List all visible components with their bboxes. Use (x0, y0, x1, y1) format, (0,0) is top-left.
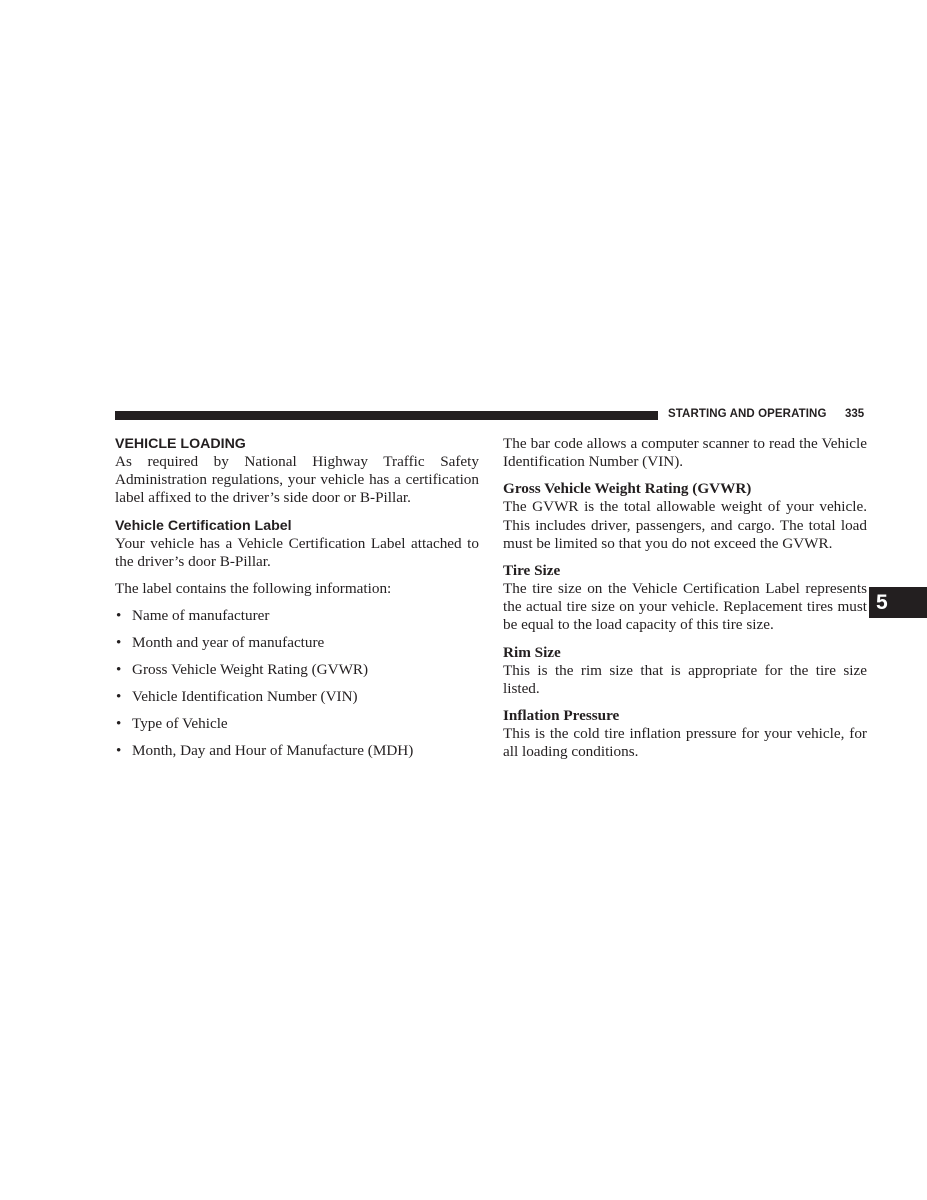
list-item (115, 634, 479, 652)
chapter-number: 5 (876, 590, 888, 614)
section-title: STARTING AND OPERATING (668, 408, 827, 420)
list-item-text: Gross Vehicle Weight Rating (GVWR) (132, 661, 369, 679)
barcode-text: The bar code allows a computer scanner to read the Vehicle Identification Number (VIN). (503, 435, 867, 471)
left-column (115, 435, 479, 760)
right-column (503, 435, 867, 761)
certification-label-heading: Vehicle Certification Label (115, 517, 292, 534)
bullet-icon: • (116, 661, 122, 679)
inflation-pressure-text: This is the cold tire inflation pressure for your vehicle, for all loading conditions. (503, 725, 867, 761)
gvwr-heading: Gross Vehicle Weight Rating (GVWR) (503, 480, 752, 498)
list-item (115, 607, 479, 625)
tire-size-text: The tire size on the Vehicle Certification Label represents the actual tire size on your vehicle. Replacement tires must be equal to the load capacity of this tire size. (503, 580, 867, 634)
list-item (115, 688, 479, 706)
bullet-icon: • (116, 715, 122, 733)
page-number: 335 (845, 408, 865, 420)
bullet-icon: • (116, 742, 122, 760)
list-item-text: Name of manufacturer (132, 607, 270, 625)
list-intro: The label contains the following information: (115, 580, 392, 598)
list-item-text: Vehicle Identification Number (VIN) (132, 688, 358, 706)
list-item (115, 661, 479, 679)
bullet-icon: • (116, 634, 122, 652)
list-item-text: Month, Day and Hour of Manufacture (MDH) (132, 742, 414, 760)
list-item-text: Type of Vehicle (132, 715, 228, 733)
chapter-tab (869, 587, 927, 618)
rim-size-text: This is the rim size that is appropriate for the tire size listed. (503, 661, 867, 697)
label-info-list (115, 607, 479, 760)
gvwr-text: The GVWR is the total allowable weight of your vehicle. This includes driver, passengers, and cargo. The total load must be limited so that you do not exceed the GVWR. (503, 498, 867, 552)
certification-label-text: Your vehicle has a Vehicle Certification Label attached to the driver’s door B-Pillar. (115, 534, 479, 570)
vehicle-loading-intro: As required by National Highway Traffic Safety Administration regulations, your vehicle has a certification label affixed to the driver’s side door or B-Pillar. (115, 453, 479, 507)
inflation-pressure-heading: Inflation Pressure (503, 707, 620, 725)
list-item-text: Month and year of manufacture (132, 634, 325, 652)
rim-size-heading: Rim Size (503, 643, 561, 661)
header-rule (115, 411, 658, 420)
bullet-icon: • (116, 688, 122, 706)
list-item (115, 742, 479, 760)
vehicle-loading-heading: VEHICLE LOADING (115, 436, 246, 452)
tire-size-heading: Tire Size (503, 562, 561, 580)
bullet-icon: • (116, 607, 122, 625)
list-item (115, 715, 479, 733)
